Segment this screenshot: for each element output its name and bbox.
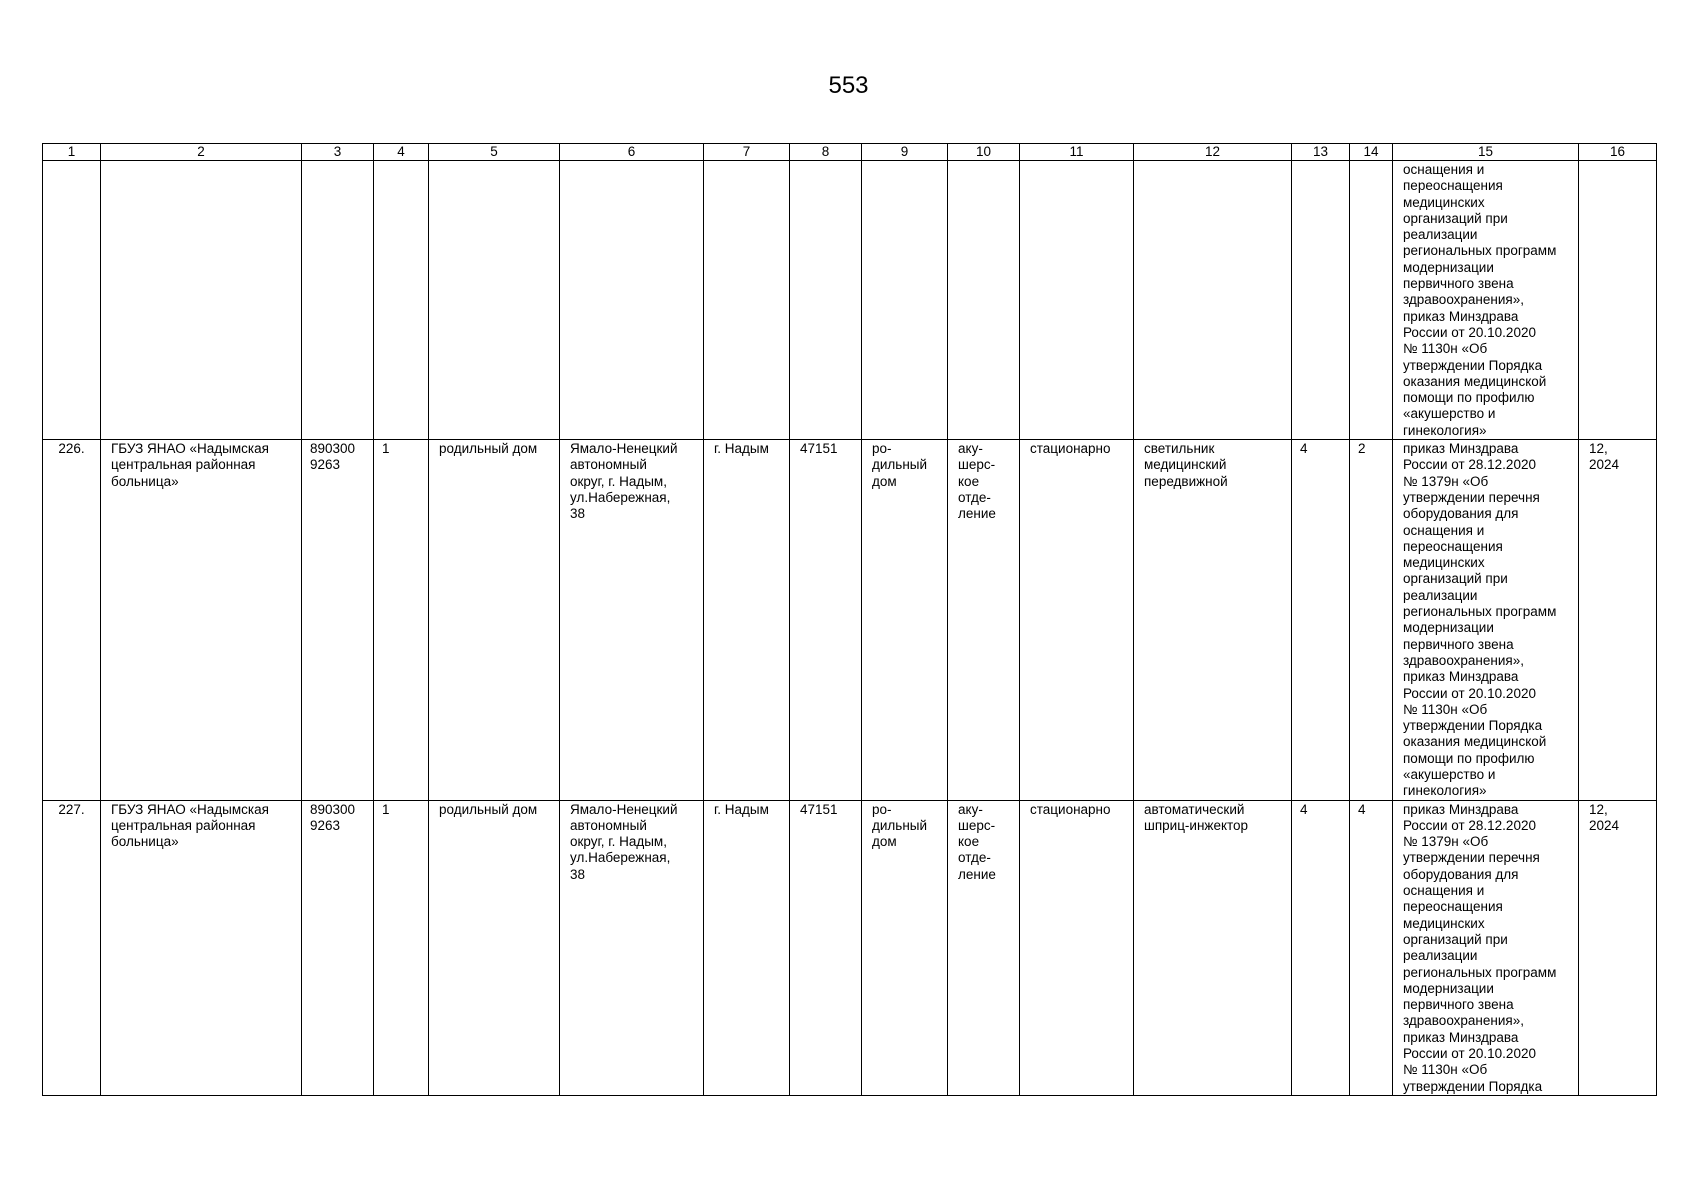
cell-col-4 bbox=[374, 161, 429, 440]
cell-col-15: приказ Минздрава России от 28.12.2020 № 1379н «Об утверждении перечня оборудования для оснащения и переоснащения медицинских организаций при реализации региональных программ модернизации первичного звена здравоохранения», приказ Минздрава России от 20.10.2020 № 1130н «Об утверждении Порядка bbox=[1393, 800, 1579, 1095]
column-number-2: 2 bbox=[101, 144, 302, 161]
cell-col-4: 1 bbox=[374, 800, 429, 1095]
cell-col-11: стационарно bbox=[1020, 800, 1134, 1095]
column-number-12: 12 bbox=[1134, 144, 1292, 161]
table-row bbox=[43, 440, 1657, 801]
cell-col-9: ро- дильный дом bbox=[862, 440, 948, 801]
column-number-4: 4 bbox=[374, 144, 429, 161]
column-number-16: 16 bbox=[1579, 144, 1657, 161]
cell-col-2 bbox=[101, 161, 302, 440]
cell-col-11: стационарно bbox=[1020, 440, 1134, 801]
column-number-1: 1 bbox=[43, 144, 101, 161]
cell-col-1: 227. bbox=[43, 800, 101, 1095]
cell-col-7: г. Надым bbox=[704, 440, 790, 801]
cell-col-12 bbox=[1134, 161, 1292, 440]
cell-col-5: родильный дом bbox=[429, 800, 560, 1095]
column-number-row bbox=[43, 144, 1657, 161]
column-number-5: 5 bbox=[429, 144, 560, 161]
column-number-15: 15 bbox=[1393, 144, 1579, 161]
cell-col-7 bbox=[704, 161, 790, 440]
cell-col-11 bbox=[1020, 161, 1134, 440]
cell-col-8: 47151 bbox=[790, 440, 862, 801]
cell-col-9 bbox=[862, 161, 948, 440]
cell-col-14 bbox=[1350, 161, 1393, 440]
continuation-row bbox=[43, 161, 1657, 440]
column-number-7: 7 bbox=[704, 144, 790, 161]
cell-col-12: автоматический шприц-инжектор bbox=[1134, 800, 1292, 1095]
cell-col-10 bbox=[948, 161, 1020, 440]
cell-col-3 bbox=[302, 161, 374, 440]
column-number-13: 13 bbox=[1292, 144, 1350, 161]
cell-col-15: оснащения и переоснащения медицинских организаций при реализации региональных программ модернизации первичного звена здравоохранения», приказ Минздрава России от 20.10.2020 № 1130н «Об утверждении Порядка оказания медицинской помощи по профилю «акушерство и гинекология» bbox=[1393, 161, 1579, 440]
cell-col-8 bbox=[790, 161, 862, 440]
cell-col-2: ГБУЗ ЯНАО «Надымская центральная районная больница» bbox=[101, 800, 302, 1095]
cell-col-6: Ямало-Ненецкий автономный округ, г. Надым, ул.Набережная, 38 bbox=[560, 800, 704, 1095]
table-row bbox=[43, 800, 1657, 1095]
cell-col-15: приказ Минздрава России от 28.12.2020 № 1379н «Об утверждении перечня оборудования для оснащения и переоснащения медицинских организаций при реализации региональных программ модернизации первичного звена здравоохранения», приказ Минздрава России от 20.10.2020 № 1130н «Об утверждении Порядка оказания медицинской помощи по профилю «акушерство и гинекология» bbox=[1393, 440, 1579, 801]
column-number-6: 6 bbox=[560, 144, 704, 161]
cell-col-3: 890300 9263 bbox=[302, 440, 374, 801]
column-number-9: 9 bbox=[862, 144, 948, 161]
cell-col-1: 226. bbox=[43, 440, 101, 801]
cell-col-2: ГБУЗ ЯНАО «Надымская центральная районная больница» bbox=[101, 440, 302, 801]
page-number: 553 bbox=[828, 72, 869, 99]
column-number-3: 3 bbox=[302, 144, 374, 161]
cell-col-14: 4 bbox=[1350, 800, 1393, 1095]
column-number-14: 14 bbox=[1350, 144, 1393, 161]
cell-col-13: 4 bbox=[1292, 800, 1350, 1095]
cell-col-16: 12, 2024 bbox=[1579, 440, 1657, 801]
equipment-table bbox=[42, 143, 1657, 1096]
cell-col-5 bbox=[429, 161, 560, 440]
cell-col-7: г. Надым bbox=[704, 800, 790, 1095]
cell-col-13 bbox=[1292, 161, 1350, 440]
cell-col-9: ро- дильный дом bbox=[862, 800, 948, 1095]
cell-col-14: 2 bbox=[1350, 440, 1393, 801]
cell-col-4: 1 bbox=[374, 440, 429, 801]
cell-col-16 bbox=[1579, 161, 1657, 440]
cell-col-13: 4 bbox=[1292, 440, 1350, 801]
cell-col-3: 890300 9263 bbox=[302, 800, 374, 1095]
cell-col-5: родильный дом bbox=[429, 440, 560, 801]
column-number-8: 8 bbox=[790, 144, 862, 161]
cell-col-6: Ямало-Ненецкий автономный округ, г. Надым, ул.Набережная, 38 bbox=[560, 440, 704, 801]
cell-col-10: аку- шерс- кое отде- ление bbox=[948, 440, 1020, 801]
cell-col-16: 12, 2024 bbox=[1579, 800, 1657, 1095]
cell-col-12: светильник медицинский передвижной bbox=[1134, 440, 1292, 801]
column-number-10: 10 bbox=[948, 144, 1020, 161]
cell-col-1 bbox=[43, 161, 101, 440]
cell-col-10: аку- шерс- кое отде- ление bbox=[948, 800, 1020, 1095]
cell-col-6 bbox=[560, 161, 704, 440]
column-number-11: 11 bbox=[1020, 144, 1134, 161]
cell-col-8: 47151 bbox=[790, 800, 862, 1095]
